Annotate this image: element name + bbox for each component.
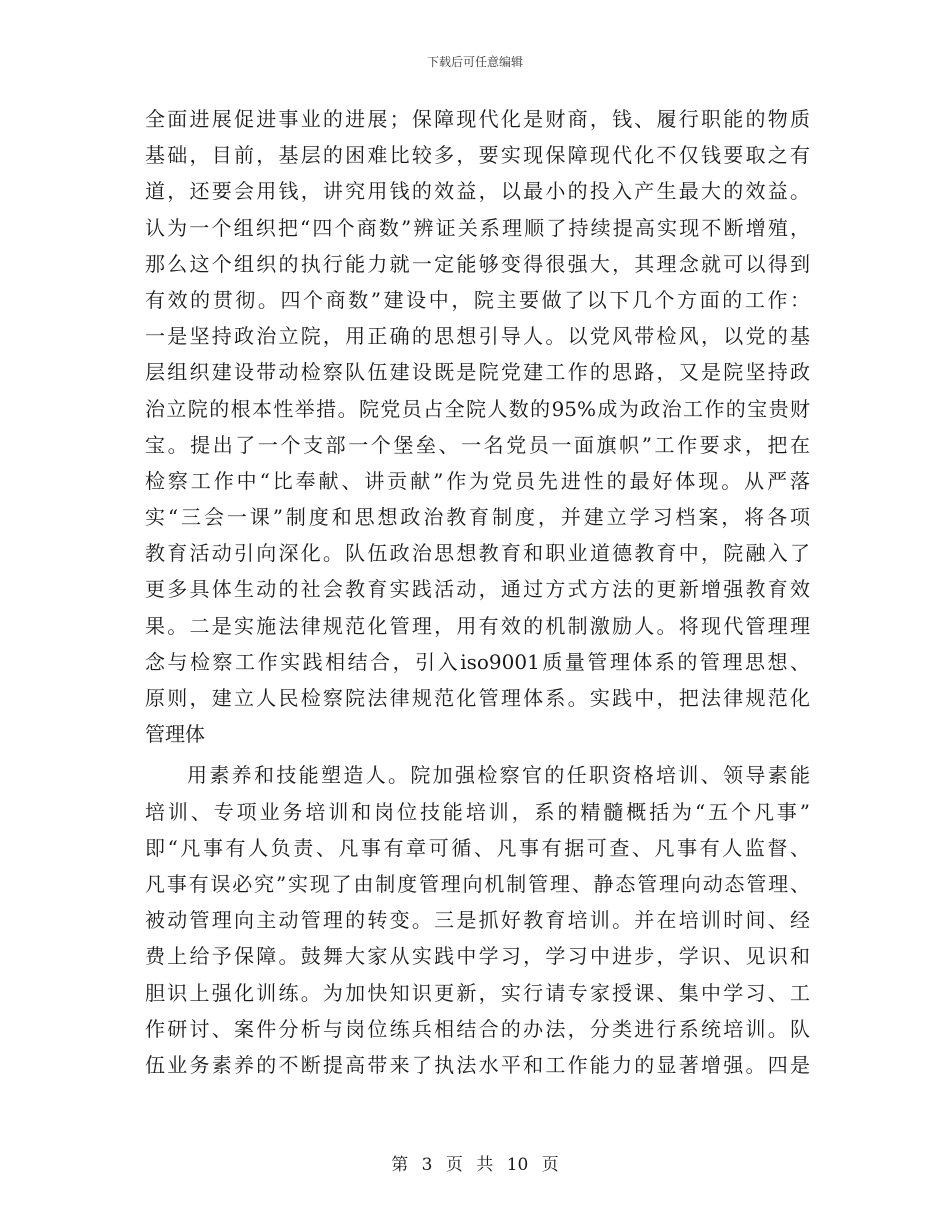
body-line: 即“凡事有人负责、凡事有章可循、凡事有据可查、凡事有人监督、 [145,835,810,860]
body-line: 念与检察工作实践相结合，引入iso9001质量管理体系的管理思想、 [145,649,810,674]
body-line: 检察工作中“比奉献、讲贡献”作为党员先进性的最好体现。从严落 [145,468,810,493]
footer-prefix: 第 [391,1155,409,1175]
body-line: 治立院的根本性举措。院党员占全院人数的95%成为政治工作的宝贵财 [145,396,810,421]
body-line: 费上给予保障。鼓舞大家从实践中学习，学习中进步，学识、见识和 [145,944,810,969]
body-line: 那么这个组织的执行能力就一定能够变得很强大，其理念就可以得到 [145,251,810,276]
body-line: 道，还要会用钱，讲究用钱的效益，以最小的投入产生最大的效益。 [145,179,810,204]
footer-total-unit: 页 [541,1155,559,1175]
page-footer [0,1154,950,1176]
body-line: 胆识上强化训练。为加快知识更新，实行请专家授课、集中学习、工 [145,980,810,1005]
body-line: 作研讨、案件分析与岗位练兵相结合的办法，分类进行系统培训。队 [145,1016,810,1041]
body-line: 管理体 [145,722,205,747]
body-line: 培训、专项业务培训和岗位技能培训，系的精髓概括为“五个凡事” [145,799,810,824]
body-line: 果。二是实施法律规范化管理，用有效的机制激励人。将现代管理理 [145,613,810,638]
body-line: 用素养和技能塑造人。院加强检察官的任职资格培训、领导素能 [187,763,810,788]
footer-total-prefix: 共 [476,1155,494,1175]
body-line: 更多具体生动的社会教育实践活动，通过方式方法的更新增强教育效 [145,577,810,602]
body-line: 层组织建设带动检察队伍建设既是院党建工作的思路，又是院坚持政 [145,360,810,385]
body-line: 一是坚持政治立院，用正确的思想引导人。以党风带检风，以党的基 [145,324,810,349]
body-line: 凡事有误必究”实现了由制度管理向机制管理、静态管理向动态管理、 [145,871,810,896]
total-page-count: 10 [506,1155,529,1175]
body-line: 全面进展促进事业的进展；保障现代化是财商，钱、履行职能的物质 [145,107,810,131]
body-line: 原则，建立人民检察院法律规范化管理体系。实践中，把法律规范化 [145,686,810,710]
body-line: 认为一个组织把“四个商数”辨证关系理顺了持续提高实现不断增殖， [145,215,810,240]
body-line: 基础，目前，基层的困难比较多，要实现保障现代化不仅钱要取之有 [145,143,810,168]
body-line: 伍业务素养的不断提高带来了执法水平和工作能力的显著增强。四是 [145,1052,810,1077]
current-page-number: 3 [421,1155,433,1175]
body-line: 被动管理向主动管理的转变。三是抓好教育培训。并在培训时间、经 [145,908,810,933]
body-line: 实“三会一课”制度和思想政治教育制度，并建立学习档案，将各项 [145,505,810,530]
body-line: 宝。提出了一个支部一个堡垒、一名党员一面旗帜”工作要求，把在 [145,432,810,457]
document-body [145,101,810,1083]
body-line: 教育活动引向深化。队伍政治思想教育和职业道德教育中，院融入了 [145,541,810,566]
page-header: 下载后可任意编辑 [426,55,523,69]
footer-page-unit: 页 [445,1155,463,1175]
body-line: 有效的贯彻。四个商数”建设中，院主要做了以下几个方面的工作： [145,287,810,312]
